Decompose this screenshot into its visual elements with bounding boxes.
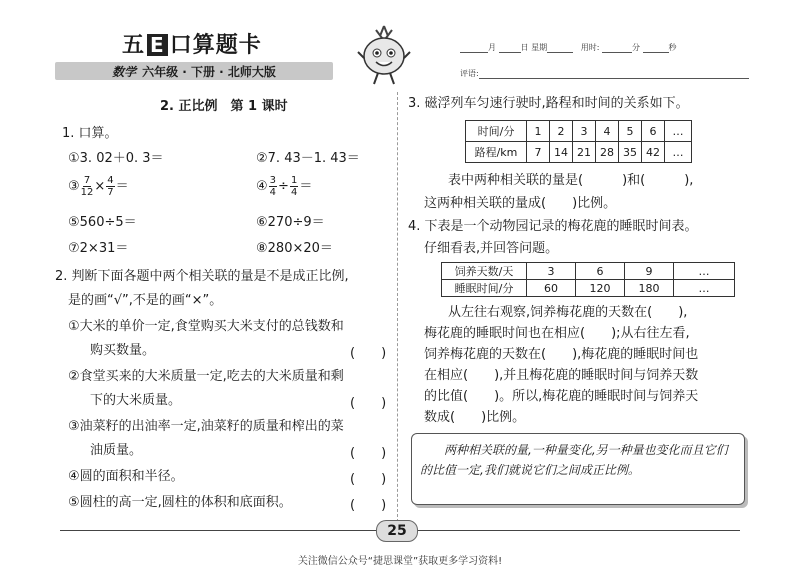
day-blank[interactable] xyxy=(499,44,521,53)
table-cell: 9 xyxy=(625,263,674,280)
answer-paren[interactable]: ( ) xyxy=(350,346,387,361)
minute-blank[interactable] xyxy=(602,44,632,53)
answer-paren[interactable]: ( ) xyxy=(350,396,387,411)
q1-item-8: ⑧280×20＝ xyxy=(256,241,333,256)
logo-text-post: 口算题卡 xyxy=(169,33,262,58)
fraction xyxy=(290,175,298,198)
table-cell: … xyxy=(665,142,692,163)
table-cell: 睡眠时间/分 xyxy=(442,280,527,297)
operator: ÷ xyxy=(278,179,289,194)
table-row xyxy=(442,263,735,280)
denominator: 12 xyxy=(80,187,94,198)
q2-item-1-line1: ①大米的单价一定,食堂购买大米支付的总钱数和 xyxy=(68,319,344,334)
logo xyxy=(122,28,262,59)
date-time-row xyxy=(460,42,677,53)
definition-text: 两种相关联的量,一种量变化,另一种量也变化而且它们的比值一定,我们就说它们之间成正比例。 xyxy=(420,443,728,477)
table-cell: 21 xyxy=(573,142,596,163)
q1-item-3-marker: ③ xyxy=(68,179,80,194)
q4-line-5: 的比值( )。所以,梅花鹿的睡眠时间与饲养天 xyxy=(424,389,699,404)
q1-heading: 1. 口算。 xyxy=(62,126,118,141)
q2-item-1-line2: 购买数量。 xyxy=(90,343,156,358)
numerator: 3 xyxy=(269,175,277,186)
weekday-blank[interactable] xyxy=(547,44,573,53)
q2-heading: 2. 判断下面各题中两个相关联的量是不是成正比例, xyxy=(55,269,349,284)
lesson-title: 2. 正比例 第 1 课时 xyxy=(160,99,288,114)
q3-line-2: 这两种相关联的量成( )比例。 xyxy=(424,196,617,211)
definition-tip-box xyxy=(411,433,745,505)
q2-item-2-line1: ②食堂买来的大米质量一定,吃去的大米质量和剩 xyxy=(68,369,344,384)
q4-heading: 4. 下表是一个动物园记录的梅花鹿的睡眠时间表。 xyxy=(408,219,698,234)
table-cell: 1 xyxy=(527,121,550,142)
table-cell: 3 xyxy=(573,121,596,142)
table-row xyxy=(466,121,692,142)
page-number: 25 xyxy=(376,520,418,542)
comment-row xyxy=(460,68,749,79)
table-cell: … xyxy=(674,263,735,280)
table-cell: 时间/分 xyxy=(466,121,527,142)
numerator: 4 xyxy=(107,175,114,186)
minute-label: 分 xyxy=(631,43,640,52)
q2-heading-2: 是的画“√”,不是的画“×”。 xyxy=(68,293,223,308)
q2-item-5: ⑤圆柱的高一定,圆柱的体积和底面积。 xyxy=(68,495,292,510)
denominator: 4 xyxy=(269,187,277,198)
answer-paren[interactable]: ( ) xyxy=(350,498,387,513)
operator: × xyxy=(94,179,106,194)
comment-blank[interactable] xyxy=(479,70,749,79)
table-cell: 5 xyxy=(619,121,642,142)
table-row xyxy=(466,142,692,163)
q4-line-4: 在相应( ),并且梅花鹿的睡眠时间与饲养天数 xyxy=(424,368,699,383)
table-row xyxy=(442,280,735,297)
table-cell: 35 xyxy=(619,142,642,163)
table-cell: 42 xyxy=(642,142,665,163)
q2-item-3-line1: ③油菜籽的出油率一定,油菜籽的质量和榨出的菜 xyxy=(68,419,344,434)
q2-item-3-line2: 油质量。 xyxy=(90,443,143,458)
numerator: 1 xyxy=(290,175,298,186)
equals-sign: ＝ xyxy=(115,179,129,194)
table-cell: 路程/km xyxy=(466,142,527,163)
second-label: 秒 xyxy=(668,43,677,52)
q1-item-3 xyxy=(68,174,129,200)
table-cell: 2 xyxy=(550,121,573,142)
table-cell: 饲养天数/天 xyxy=(442,263,527,280)
table-cell: 60 xyxy=(527,280,576,297)
grade-label: 六年级 · 下册 · 北师大版 xyxy=(142,64,276,79)
q2-item-2-line2: 下的大米质量。 xyxy=(90,393,182,408)
fraction xyxy=(269,175,277,198)
q1-item-4-marker: ④ xyxy=(256,179,268,194)
footer-note: 关注微信公众号“捷思课堂”获取更多学习资料! xyxy=(297,556,503,567)
table-cell: 6 xyxy=(576,263,625,280)
logo-text-pre: 五 xyxy=(122,33,146,58)
table-cell: 180 xyxy=(625,280,674,297)
q1-item-5: ⑤560÷5＝ xyxy=(68,215,137,230)
q4-line-1: 从左往右观察,饲养梅花鹿的天数在( ), xyxy=(448,305,688,320)
mascot-icon xyxy=(356,22,412,88)
time-used-label: 用时: xyxy=(580,43,600,52)
q3-table xyxy=(465,120,692,163)
q1-item-2: ②7. 43－1. 43＝ xyxy=(256,151,360,166)
table-cell: 6 xyxy=(642,121,665,142)
q3-heading: 3. 磁浮列车匀速行驶时,路程和时间的关系如下。 xyxy=(408,96,689,111)
month-label: 月 xyxy=(488,43,496,52)
numerator: 7 xyxy=(83,175,91,186)
q1-item-7: ⑦2×31＝ xyxy=(68,241,129,256)
column-divider xyxy=(397,92,398,522)
second-blank[interactable] xyxy=(643,44,669,53)
subject-label: 数学 xyxy=(112,64,137,79)
table-cell: 14 xyxy=(550,142,573,163)
denominator: 4 xyxy=(290,187,298,198)
q3-line-1: 表中两种相关联的量是( )和( ), xyxy=(448,173,694,188)
q4-line-6: 数成( )比例。 xyxy=(424,410,526,425)
q1-item-1: ①3. 02＋0. 3＝ xyxy=(68,151,164,166)
weekday-label: 星期 xyxy=(531,43,548,52)
table-cell: … xyxy=(674,280,735,297)
answer-paren[interactable]: ( ) xyxy=(350,446,387,461)
equals-sign: ＝ xyxy=(299,179,313,194)
table-cell: 3 xyxy=(527,263,576,280)
q4-heading-2: 仔细看表,并回答问题。 xyxy=(424,241,559,256)
answer-paren[interactable]: ( ) xyxy=(350,472,387,487)
comment-label: 评语: xyxy=(460,69,479,78)
table-cell: 7 xyxy=(527,142,550,163)
table-cell: 120 xyxy=(576,280,625,297)
fraction xyxy=(81,175,94,198)
table-cell: 4 xyxy=(596,121,619,142)
table-cell: … xyxy=(665,121,692,142)
q1-item-4 xyxy=(256,174,312,200)
q4-line-3: 饲养梅花鹿的天数在( ),梅花鹿的睡眠时间也 xyxy=(424,347,699,362)
table-cell: 28 xyxy=(596,142,619,163)
subject-bar xyxy=(55,62,333,80)
q1-item-6: ⑥270÷9＝ xyxy=(256,215,325,230)
day-label: 日 xyxy=(520,43,529,52)
logo-e-badge: E xyxy=(147,34,168,56)
fraction xyxy=(106,175,114,198)
q4-line-2: 梅花鹿的睡眠时间也在相应( );从右往左看, xyxy=(424,326,690,341)
month-blank[interactable] xyxy=(460,44,488,53)
q2-item-4: ④圆的面积和半径。 xyxy=(68,469,184,484)
q4-table xyxy=(441,262,735,297)
denominator: 7 xyxy=(107,187,114,198)
